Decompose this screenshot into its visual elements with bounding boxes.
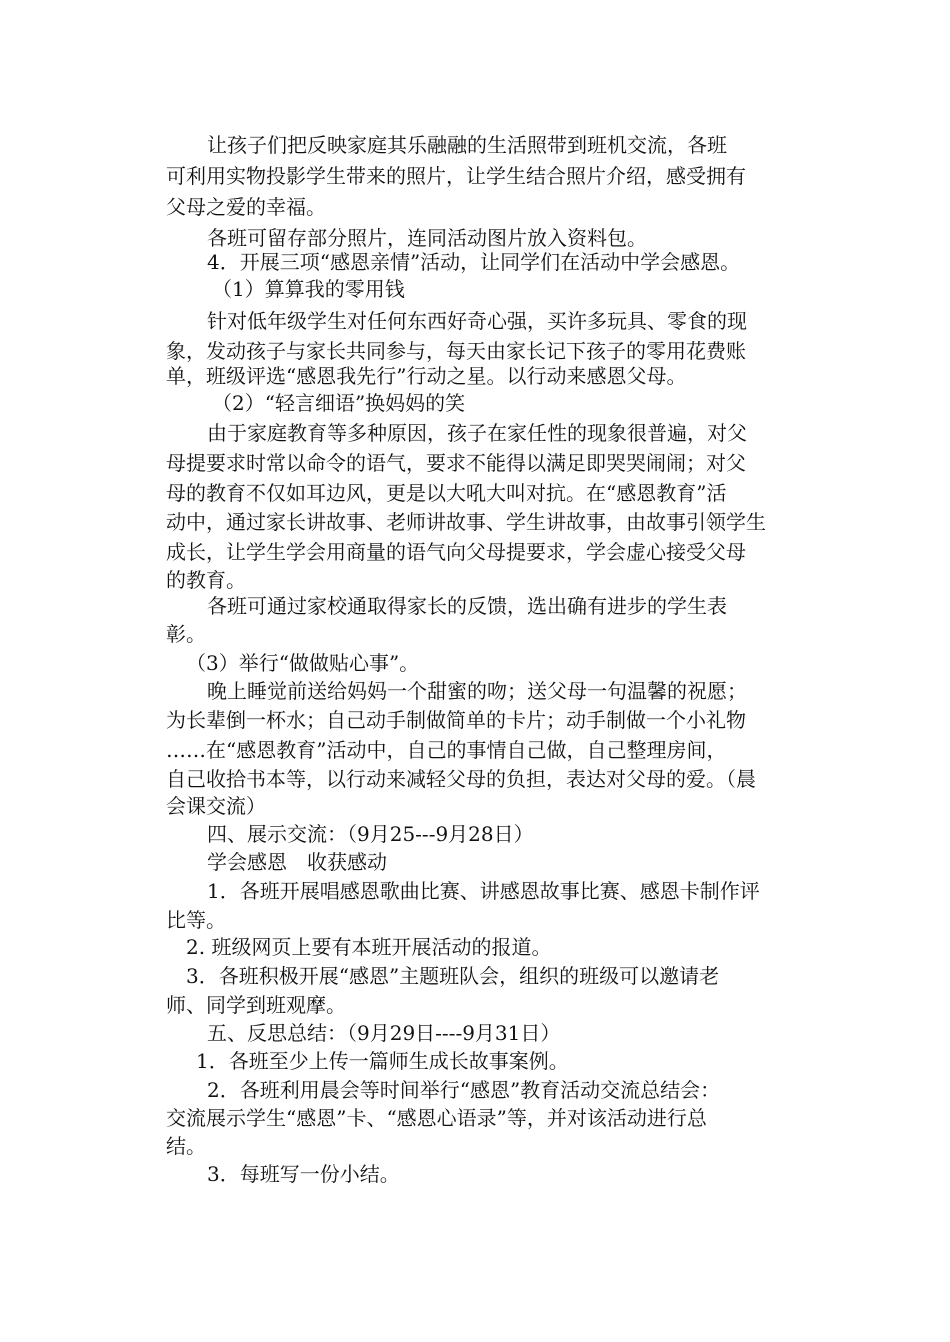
text-line: 学会感恩 收获感动 (207, 850, 387, 874)
text-line: 会课交流） (166, 794, 266, 818)
text-line: 自己收拾书本等，以行动来减轻父母的负担，表达对父母的爱。（晨 (166, 767, 756, 791)
text-line: 象，发动孩子与家长共同参与，每天由家长记下孩子的零用花费账 (166, 339, 746, 363)
text-line: 彰。 (166, 622, 206, 646)
text-line: 1．各班开展唱感恩歌曲比赛、讲感恩故事比赛、感恩卡制作评 (207, 879, 760, 903)
text-line: 2. 班级网页上要有本班开展活动的报道。 (186, 935, 552, 959)
text-line: 晚上睡觉前送给妈妈一个甜蜜的吻；送父母一句温馨的祝愿； (207, 679, 747, 703)
text-line: 交流展示学生“感恩”卡、“感恩心语录”等，并对该活动进行总 (166, 1106, 707, 1130)
text-line: 4．开展三项“感恩亲情”活动，让同学们在活动中学会感恩。 (207, 250, 741, 274)
text-line: 针对低年级学生对任何东西好奇心强，买许多玩具、零食的现 (207, 309, 747, 333)
text-line: 1．各班至少上传一篇师生成长故事案例。 (196, 1049, 569, 1073)
text-line: 动中，通过家长讲故事、老师讲故事、学生讲故事，由故事引领学生 (166, 510, 766, 534)
text-line: 四、展示交流：（9月25---9月28日） (207, 822, 534, 846)
text-line: 为长辈倒一杯水；自己动手制做简单的卡片；动手制做一个小礼物 (166, 708, 746, 732)
text-line: （2）“轻言细语”换妈妈的笑 (212, 391, 466, 415)
text-line: 结。 (166, 1134, 206, 1158)
text-line: 父母之爱的幸福。 (166, 195, 326, 219)
text-line: 2．各班利用晨会等时间举行“感恩”教育活动交流总结会： (207, 1078, 721, 1102)
text-line: 母的教育不仅如耳边风，更是以大吼大叫对抗。在“感恩教育”活 (166, 481, 727, 505)
text-line: 母提要求时常以命令的语气，要求不能得以满足即哭哭闹闹；对父 (166, 451, 746, 475)
text-line: 成长，让学生学会用商量的语气向父母提要求，学会虚心接受父母 (166, 540, 746, 564)
text-line: 让孩子们把反映家庭其乐融融的生活照带到班机交流，各班 (207, 133, 727, 157)
text-line: 各班可通过家校通取得家长的反馈，选出确有进步的学生表 (207, 594, 727, 618)
text-line: 3．各班积极开展“感恩”主题班队会，组织的班级可以邀请老 (186, 964, 720, 988)
text-line: 比等。 (166, 908, 226, 932)
text-line: 3．每班写一份小结。 (207, 1162, 400, 1186)
text-line: 单，班级评选“感恩我先行”行动之星。以行动来感恩父母。 (166, 364, 687, 388)
text-line: （3）举行“做做贴心事”。 (186, 651, 420, 675)
text-line: 五、反思总结：（9月29日----9月31日） (207, 1021, 561, 1045)
text-line: 师、同学到班观摩。 (166, 993, 346, 1017)
text-line: 各班可留存部分照片，连同活动图片放入资料包。 (207, 226, 647, 250)
text-line: （1）算算我的零用钱 (212, 277, 405, 301)
text-line: 的教育。 (166, 568, 246, 592)
text-line: 可利用实物投影学生带来的照片，让学生结合照片介绍，感受拥有 (166, 164, 746, 188)
text-line: 由于家庭教育等多种原因，孩子在家任性的现象很普遍，对父 (207, 421, 747, 445)
text-line: ……在“感恩教育”活动中，自己的事情自己做，自己整理房间， (166, 738, 727, 762)
